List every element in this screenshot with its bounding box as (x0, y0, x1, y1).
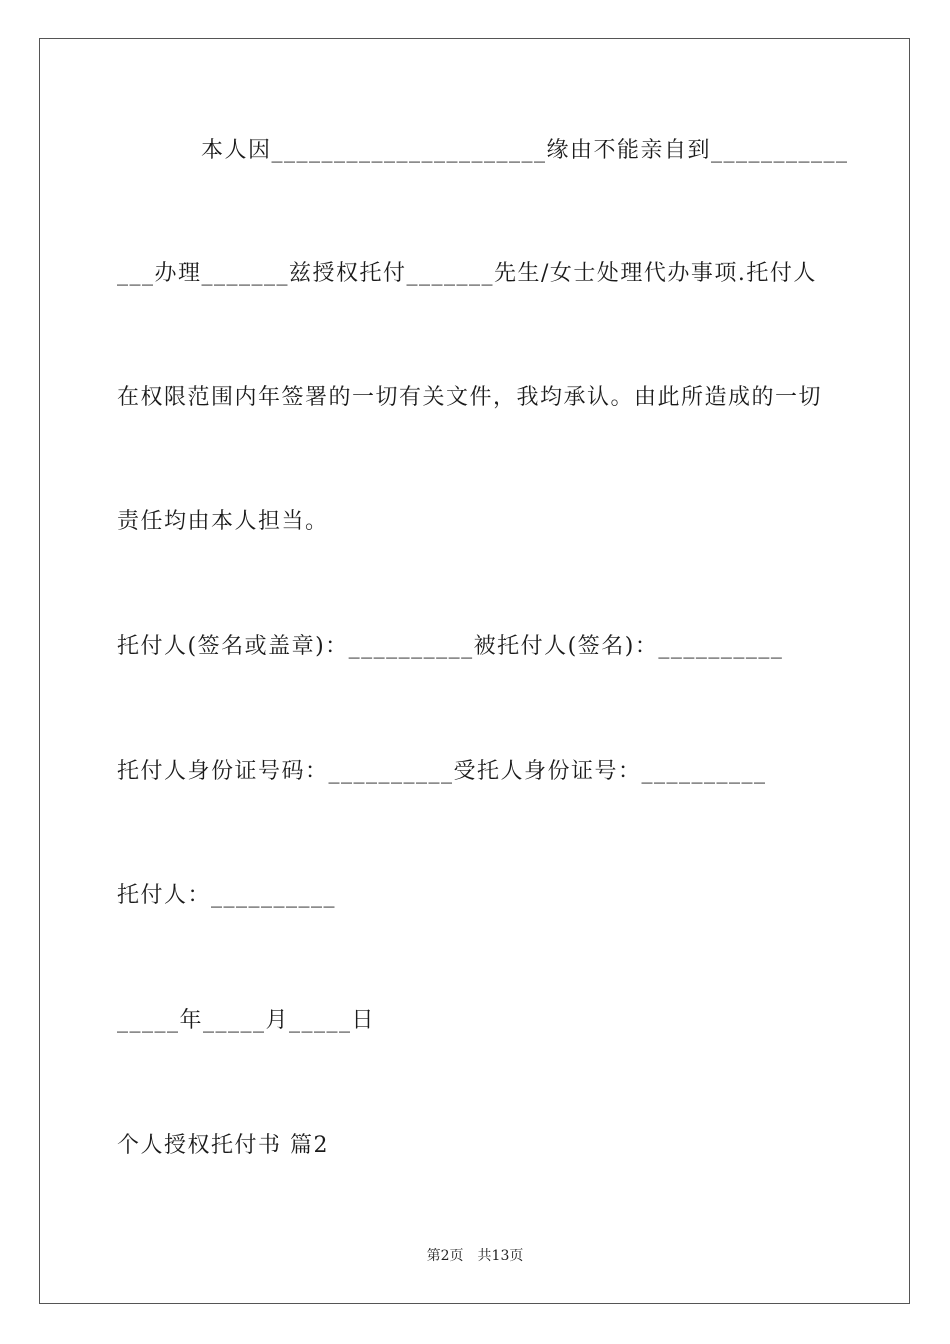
paragraph-line-1: 本人因______________________缘由不能亲自到___________ (201, 138, 849, 163)
page-total: 共13页 (477, 1248, 524, 1264)
paragraph-line-2: ___办理_______兹授权托付_______先生/女士处理代办事项.托付人 (117, 261, 817, 286)
delegator-line: 托付人：__________ (117, 883, 337, 908)
page-number: 第2页 (426, 1248, 464, 1264)
paragraph-line-3: 在权限范围内年签署的一切有关文件，我均承认。由此所造成的一切 (117, 385, 823, 410)
page-frame (39, 38, 910, 1304)
signature-line: 托付人(签名或盖章)：__________被托付人(签名)：__________ (117, 634, 784, 659)
id-number-line: 托付人身份证号码：__________受托人身份证号：__________ (117, 759, 767, 784)
paragraph-line-4: 责任均由本人担当。 (117, 509, 329, 534)
date-line: _____年_____月_____日 (117, 1008, 376, 1033)
page-footer (0, 1246, 950, 1266)
section-heading: 个人授权托付书 篇2 (117, 1133, 329, 1158)
